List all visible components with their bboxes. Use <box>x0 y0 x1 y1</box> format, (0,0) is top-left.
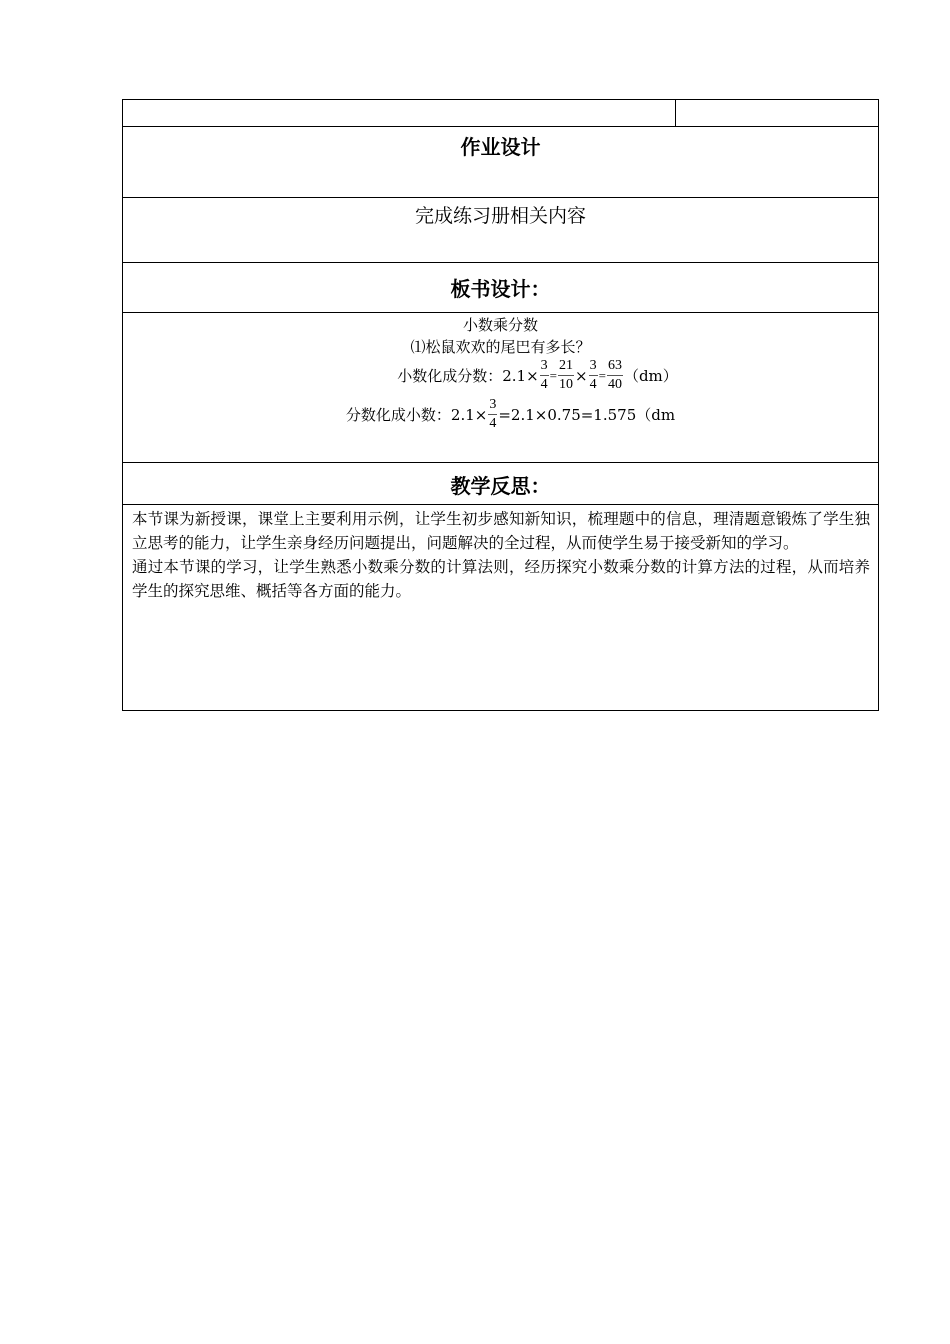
homework-title: 作业设计 <box>460 135 541 159</box>
reflection-content-cell <box>123 505 879 711</box>
fraction-3-4-second: $\frac{3}{4}$ <box>589 358 597 393</box>
lesson-plan-sheet <box>122 99 879 711</box>
header-row <box>123 100 879 127</box>
board-title: 板书设计： <box>450 277 551 301</box>
homework-title-cell <box>123 127 879 198</box>
eq2-result: =2.1×0.75=1.575（dm <box>498 405 676 424</box>
reflection-title: 教学反思： <box>450 474 551 498</box>
homework-content-cell <box>123 198 879 263</box>
eq1-unit: （dm） <box>623 366 678 385</box>
reflection-paragraph-1: 本节课为新授课，课堂上主要利用示例，让学生初步感知新知识，梳理题中的信息，理清题意锻炼了学生独立思考的能力，让学生亲身经历问题提出，问题解决的全过程，从而使学生易于接受新知的学习。 <box>132 510 870 552</box>
board-line-question: ⑴松鼠欢欢的尾巴有多长？ <box>410 338 591 356</box>
equals-sign: = <box>549 367 558 383</box>
fraction-63-40: $\frac{63}{40}$ <box>607 358 622 393</box>
header-cell-right <box>676 100 879 127</box>
fraction-21-10: $\frac{21}{10}$ <box>559 358 574 393</box>
board-title-cell <box>123 263 879 313</box>
reflection-content <box>123 505 878 603</box>
board-content-cell <box>123 313 879 463</box>
eq2-prefix: 分数化成小数：2.1× <box>345 405 488 424</box>
reflection-title-cell <box>123 463 879 505</box>
board-content <box>123 316 878 432</box>
reflection-paragraph-2: 通过本节课的学习，让学生熟悉小数乘分数的计算法则，经历探究小数乘分数的计算方法的过程，从而培养学生的探究思维、概括等各方面的能力。 <box>132 558 870 600</box>
fraction-3-4-third: $\frac{3}{4}$ <box>489 397 497 432</box>
eq1-prefix: 小数化成分数：2.1× <box>397 366 539 385</box>
fraction-3-4: $\frac{3}{4}$ <box>540 358 548 393</box>
equation-fraction-to-decimal <box>143 397 878 432</box>
times-sign: × <box>575 366 588 385</box>
homework-content: 完成练习册相关内容 <box>414 205 586 227</box>
header-cell-left <box>123 100 676 127</box>
equation-decimal-to-fraction <box>197 358 878 393</box>
board-line-topic: 小数乘分数 <box>462 316 538 334</box>
equals-sign-second: = <box>598 367 606 383</box>
lesson-plan-table <box>122 99 879 711</box>
